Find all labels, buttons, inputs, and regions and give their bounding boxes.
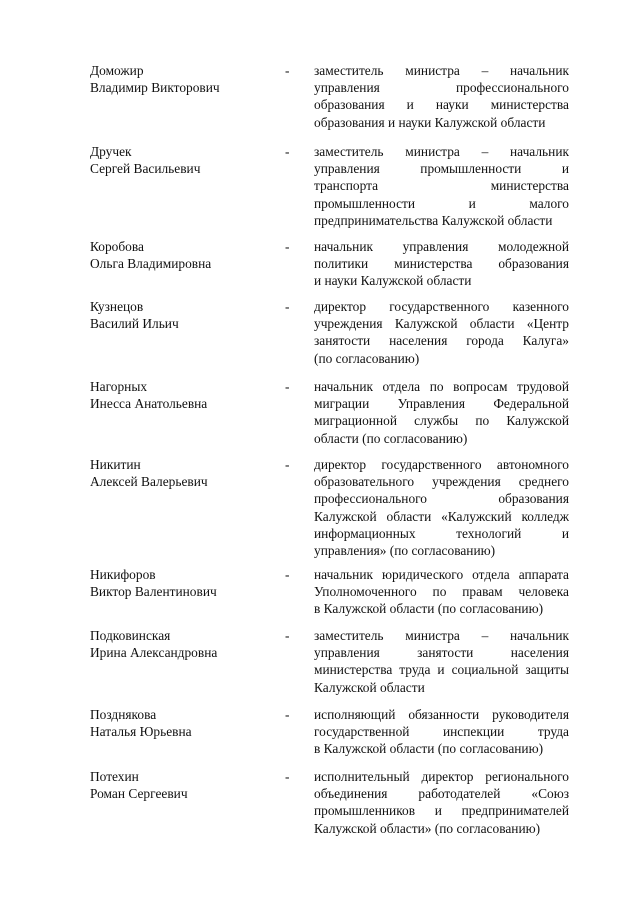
member-position [314, 566, 569, 618]
member-position [314, 238, 569, 290]
position-line: управления промышленности и [314, 161, 569, 177]
position-line: исполнительный директор регионального [314, 769, 569, 784]
position-line: Калужской области «Калужский колледж [314, 508, 569, 524]
member-name [90, 378, 280, 412]
member-position [314, 62, 569, 131]
member-given-names: Ирина Александровна [90, 645, 218, 661]
separator-dash: - [285, 567, 290, 582]
member-surname: Кузнецов [90, 299, 144, 314]
member-given-names: Владимир Викторович [90, 80, 220, 96]
position-line: образования и науки министерства [314, 97, 569, 113]
member-surname: Доможир [90, 63, 144, 78]
member-name [90, 143, 280, 177]
member-surname: Коробова [90, 239, 144, 254]
member-position [314, 706, 569, 758]
position-line: профессионального образования [314, 491, 569, 507]
member-name [90, 768, 280, 802]
member-given-names: Сергей Васильевич [90, 161, 201, 177]
member-given-names: Василий Ильич [90, 316, 179, 332]
member-name [90, 456, 280, 490]
position-line: начальник юридического отдела аппарата [314, 567, 569, 582]
member-surname: Нагорных [90, 379, 148, 394]
member-name [90, 238, 280, 272]
position-line: исполняющий обязанности руководителя [314, 707, 569, 722]
separator-dash: - [285, 299, 290, 314]
member-position [314, 627, 569, 696]
member-name [90, 706, 280, 740]
member-name [90, 298, 280, 332]
position-line: образования и науки Калужской области [314, 114, 546, 130]
position-line: занятости населения города Калуга» [314, 333, 569, 349]
member-given-names: Виктор Валентинович [90, 584, 217, 600]
separator-dash: - [285, 144, 290, 159]
position-line: заместитель министра – начальник [314, 144, 569, 159]
position-line: и науки Калужской области [314, 273, 472, 289]
member-position [314, 378, 569, 447]
position-line: промышленников и предпринимателей [314, 803, 569, 819]
position-line: Уполномоченного по правам человека [314, 584, 569, 600]
position-line: политики министерства образования [314, 256, 569, 272]
position-line: государственной инспекции труда [314, 724, 569, 740]
member-position [314, 768, 569, 837]
position-line: (по согласованию) [314, 350, 420, 366]
position-line: транспорта министерства [314, 178, 569, 194]
position-line: начальник управления молодежной [314, 239, 569, 254]
position-line: в Калужской области (по согласованию) [314, 601, 544, 617]
position-line: миграционной службы по Калужской [314, 413, 569, 429]
position-line: информационных технологий и [314, 525, 569, 541]
member-position [314, 143, 569, 229]
separator-dash: - [285, 628, 290, 643]
position-line: управления профессионального [314, 80, 569, 96]
separator-dash: - [285, 769, 290, 784]
position-line: заместитель министра – начальник [314, 628, 569, 643]
member-surname: Позднякова [90, 707, 157, 722]
member-name [90, 566, 280, 600]
member-given-names: Инесса Анатольевна [90, 396, 208, 412]
position-line: Калужской области» (по согласованию) [314, 820, 541, 836]
position-line: директор государственного автономного [314, 457, 569, 472]
position-line: предпринимательства Калужской области [314, 212, 553, 228]
member-position [314, 456, 569, 559]
separator-dash: - [285, 457, 290, 472]
position-line: миграции Управления Федеральной [314, 396, 569, 412]
member-surname: Подковинская [90, 628, 171, 643]
position-line: начальник отдела по вопросам трудовой [314, 379, 569, 394]
member-given-names: Наталья Юрьевна [90, 724, 192, 740]
member-surname: Никитин [90, 457, 141, 472]
position-line: директор государственного казенного [314, 299, 569, 314]
member-name [90, 62, 280, 96]
position-line: в Калужской области (по согласованию) [314, 741, 544, 757]
position-line: объединения работодателей «Союз [314, 786, 569, 802]
separator-dash: - [285, 239, 290, 254]
member-given-names: Роман Сергеевич [90, 786, 188, 802]
member-position [314, 298, 569, 367]
position-line: учреждения Калужской области «Центр [314, 316, 569, 332]
member-surname: Никифоров [90, 567, 156, 582]
separator-dash: - [285, 379, 290, 394]
position-line: промышленности и малого [314, 195, 569, 211]
position-line: управления занятости населения [314, 645, 569, 661]
separator-dash: - [285, 63, 290, 78]
position-line: Калужской области [314, 679, 425, 695]
separator-dash: - [285, 707, 290, 722]
member-surname: Потехин [90, 769, 139, 784]
position-line: заместитель министра – начальник [314, 63, 569, 78]
member-given-names: Ольга Владимировна [90, 256, 212, 272]
position-line: министерства труда и социальной защиты [314, 662, 569, 678]
member-surname: Дручек [90, 144, 132, 159]
member-given-names: Алексей Валерьевич [90, 474, 208, 490]
member-name [90, 627, 280, 661]
position-line: области (по согласованию) [314, 430, 468, 446]
position-line: образовательного учреждения среднего [314, 474, 569, 490]
position-line: управления» (по согласованию) [314, 543, 496, 559]
